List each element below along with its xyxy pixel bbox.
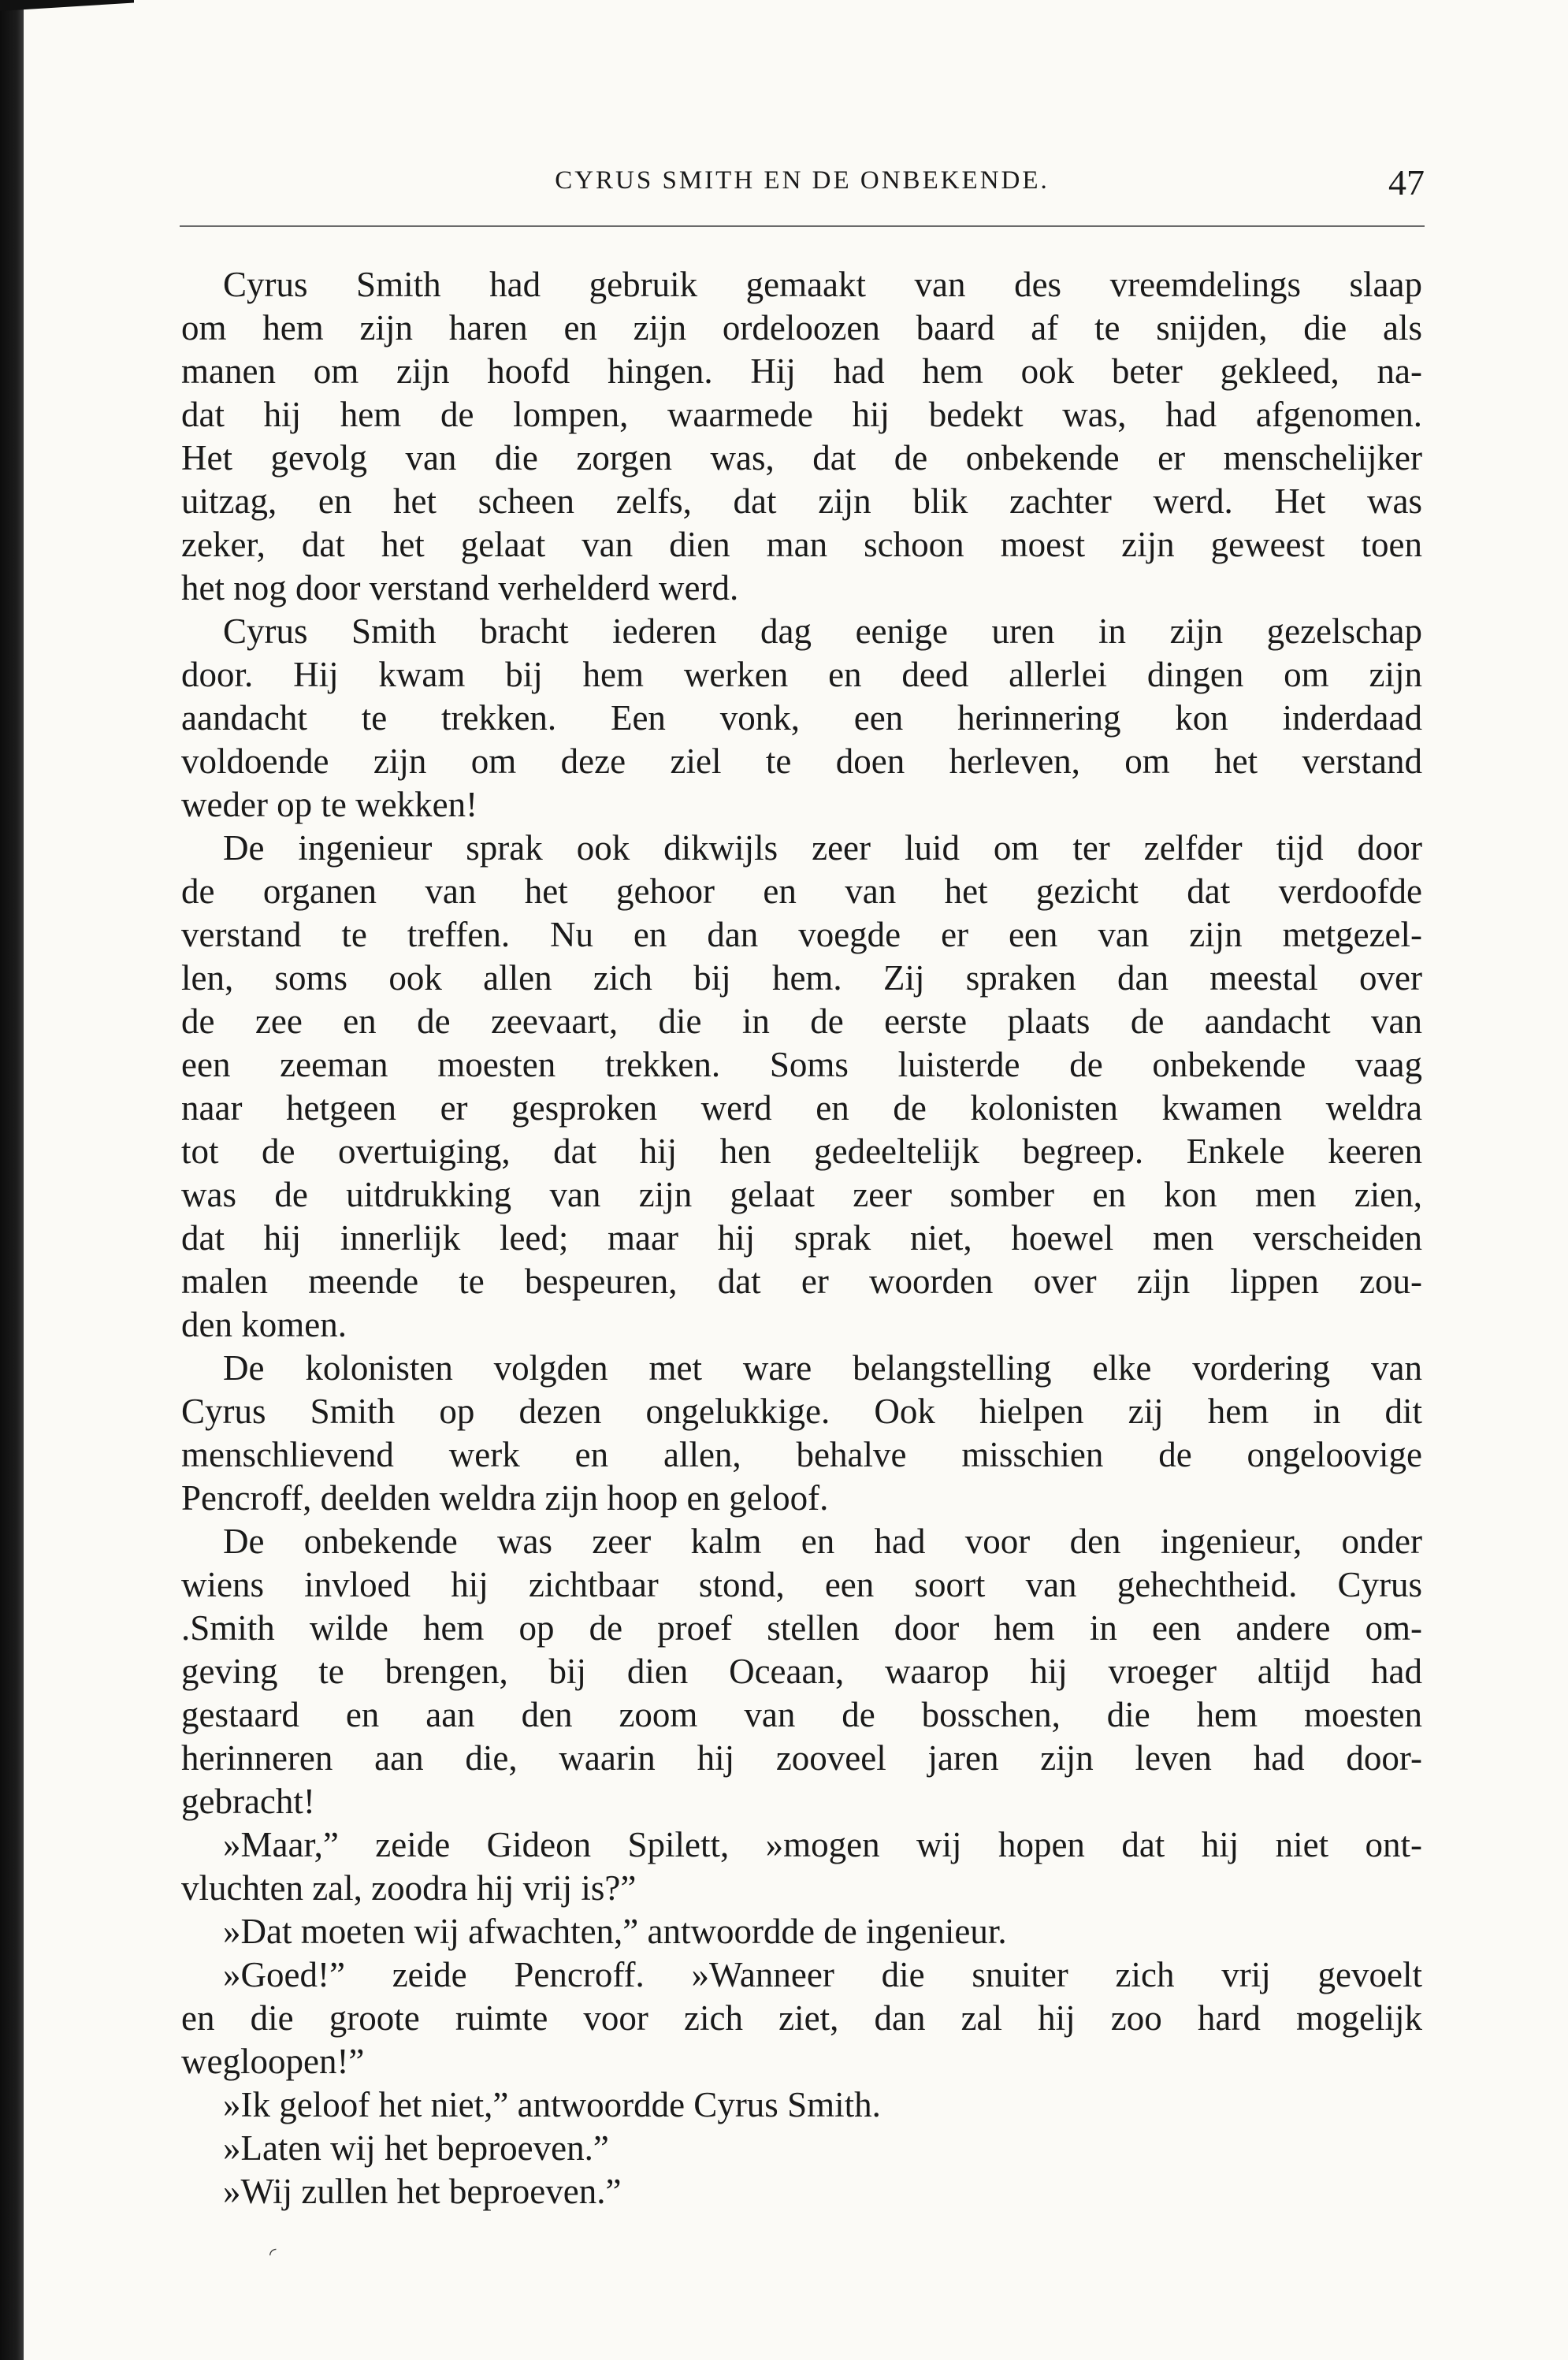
text-line: een zeeman moesten trekken. Soms luisterde de onbekende vaag [181, 1045, 1422, 1084]
text-line: »Maar,” zeide Gideon Spilett, »mogen wij hopen dat hij niet ont- [223, 1825, 1422, 1864]
text-line: gebracht! [181, 1782, 315, 1821]
text-line: len, soms ook allen zich bij hem. Zij spraken dan meestal over [181, 958, 1422, 998]
text-line: malen meende te bespeuren, dat er woorden over zijn lippen zou- [181, 1262, 1422, 1301]
text-line: »Goed!” zeide Pencroff. »Wanneer die snuiter zich vrij gevoelt [223, 1955, 1422, 1994]
text-line: uitzag, en het scheen zelfs, dat zijn blik zachter werd. Het was [181, 481, 1422, 521]
book-spine-corner [0, 0, 134, 11]
text-line: dat hij hem de lompen, waarmede hij bedekt was, had afgenomen. [181, 395, 1422, 434]
running-head [180, 162, 1425, 209]
page-number: 47 [1388, 162, 1425, 203]
text-line: dat hij innerlijk leed; maar hij sprak niet, hoewel men verscheiden [181, 1218, 1422, 1258]
body-text [181, 263, 1422, 2213]
text-line: manen om zijn hoofd hingen. Hij had hem ook beter gekleed, na- [181, 351, 1422, 391]
text-line: De ingenieur sprak ook dikwijls zeer luid om ter zelfder tijd door [223, 828, 1422, 868]
text-line: »Dat moeten wij afwachten,” antwoordde de ingenieur. [223, 1912, 1007, 1951]
text-line: vluchten zal, zoodra hij vrij is?” [181, 1868, 637, 1908]
text-line: de zee en de zeevaart, die in de eerste plaats de aandacht van [181, 1002, 1422, 1041]
text-line: .Smith wilde hem op de proef stellen door hem in een andere om- [181, 1608, 1422, 1648]
text-line: Cyrus Smith op dezen ongelukkige. Ook hielpen zij hem in dit [181, 1392, 1422, 1431]
text-line: gestaard en aan den zoom van de bosschen, die hem moesten [181, 1695, 1422, 1734]
text-line: zeker, dat het gelaat van dien man schoon moest zijn geweest toen [181, 525, 1422, 564]
text-line: verstand te treffen. Nu en dan voegde er een van zijn metgezel- [181, 915, 1422, 954]
text-line: tot de overtuiging, dat hij hen gedeeltelijk begreep. Enkele keeren [181, 1132, 1422, 1171]
text-line: het nog door verstand verhelderd werd. [181, 568, 739, 608]
text-line: menschlievend werk en allen, behalve misschien de ongeloovige [181, 1435, 1422, 1474]
text-line: en die groote ruimte voor zich ziet, dan zal hij zoo hard mogelijk [181, 1998, 1422, 2038]
text-line: Cyrus Smith bracht iederen dag eenige uren in zijn gezelschap [223, 611, 1422, 651]
text-line: wiens invloed hij zichtbaar stond, een soort van gehechtheid. Cyrus [181, 1565, 1422, 1604]
text-line: Pencroff, deelden weldra zijn hoop en geloof. [181, 1478, 829, 1518]
text-line: Cyrus Smith had gebruik gemaakt van des vreemdelings slaap [223, 265, 1422, 304]
text-line: door. Hij kwam bij hem werken en deed allerlei dingen om zijn [181, 655, 1422, 694]
text-line: herinneren aan die, waarin hij zooveel jaren zijn leven had door- [181, 1738, 1422, 1778]
text-line: was de uitdrukking van zijn gelaat zeer somber en kon men zien, [181, 1175, 1422, 1214]
text-line: Het gevolg van die zorgen was, dat de onbekende er menschelijker [181, 438, 1422, 478]
text-line: wegloopen!” [181, 2042, 365, 2081]
text-line: de organen van het gehoor en van het gezicht dat verdoofde [181, 872, 1422, 911]
running-title: CYRUS SMITH EN DE ONBEKENDE. [555, 166, 1050, 195]
text-line: den komen. [181, 1305, 347, 1344]
text-line: aandacht te trekken. Een vonk, een herinnering kon inderdaad [181, 698, 1422, 738]
text-line: geving te brengen, bij dien Oceaan, waarop hij vroeger altijd had [181, 1652, 1422, 1691]
text-line: naar hetgeen er gesproken werd en de kolonisten kwamen weldra [181, 1088, 1422, 1128]
header-rule [180, 225, 1425, 227]
text-line: voldoende zijn om deze ziel te doen herleven, om het verstand [181, 741, 1422, 781]
text-line: om hem zijn haren en zijn ordeloozen baard af te snijden, die als [181, 308, 1422, 347]
text-line: »Ik geloof het niet,” antwoordde Cyrus Smith. [223, 2085, 881, 2124]
text-line: »Laten wij het beproeven.” [223, 2128, 609, 2168]
text-line: weder op te wekken! [181, 785, 478, 824]
text-line: De kolonisten volgden met ware belangstelling elke vordering van [223, 1348, 1422, 1388]
print-speck: ◜ [269, 2244, 277, 2264]
text-line: »Wij zullen het beproeven.” [223, 2172, 622, 2211]
text-line: De onbekende was zeer kalm en had voor den ingenieur, onder [223, 1522, 1422, 1561]
book-spine-shadow [0, 0, 24, 2360]
